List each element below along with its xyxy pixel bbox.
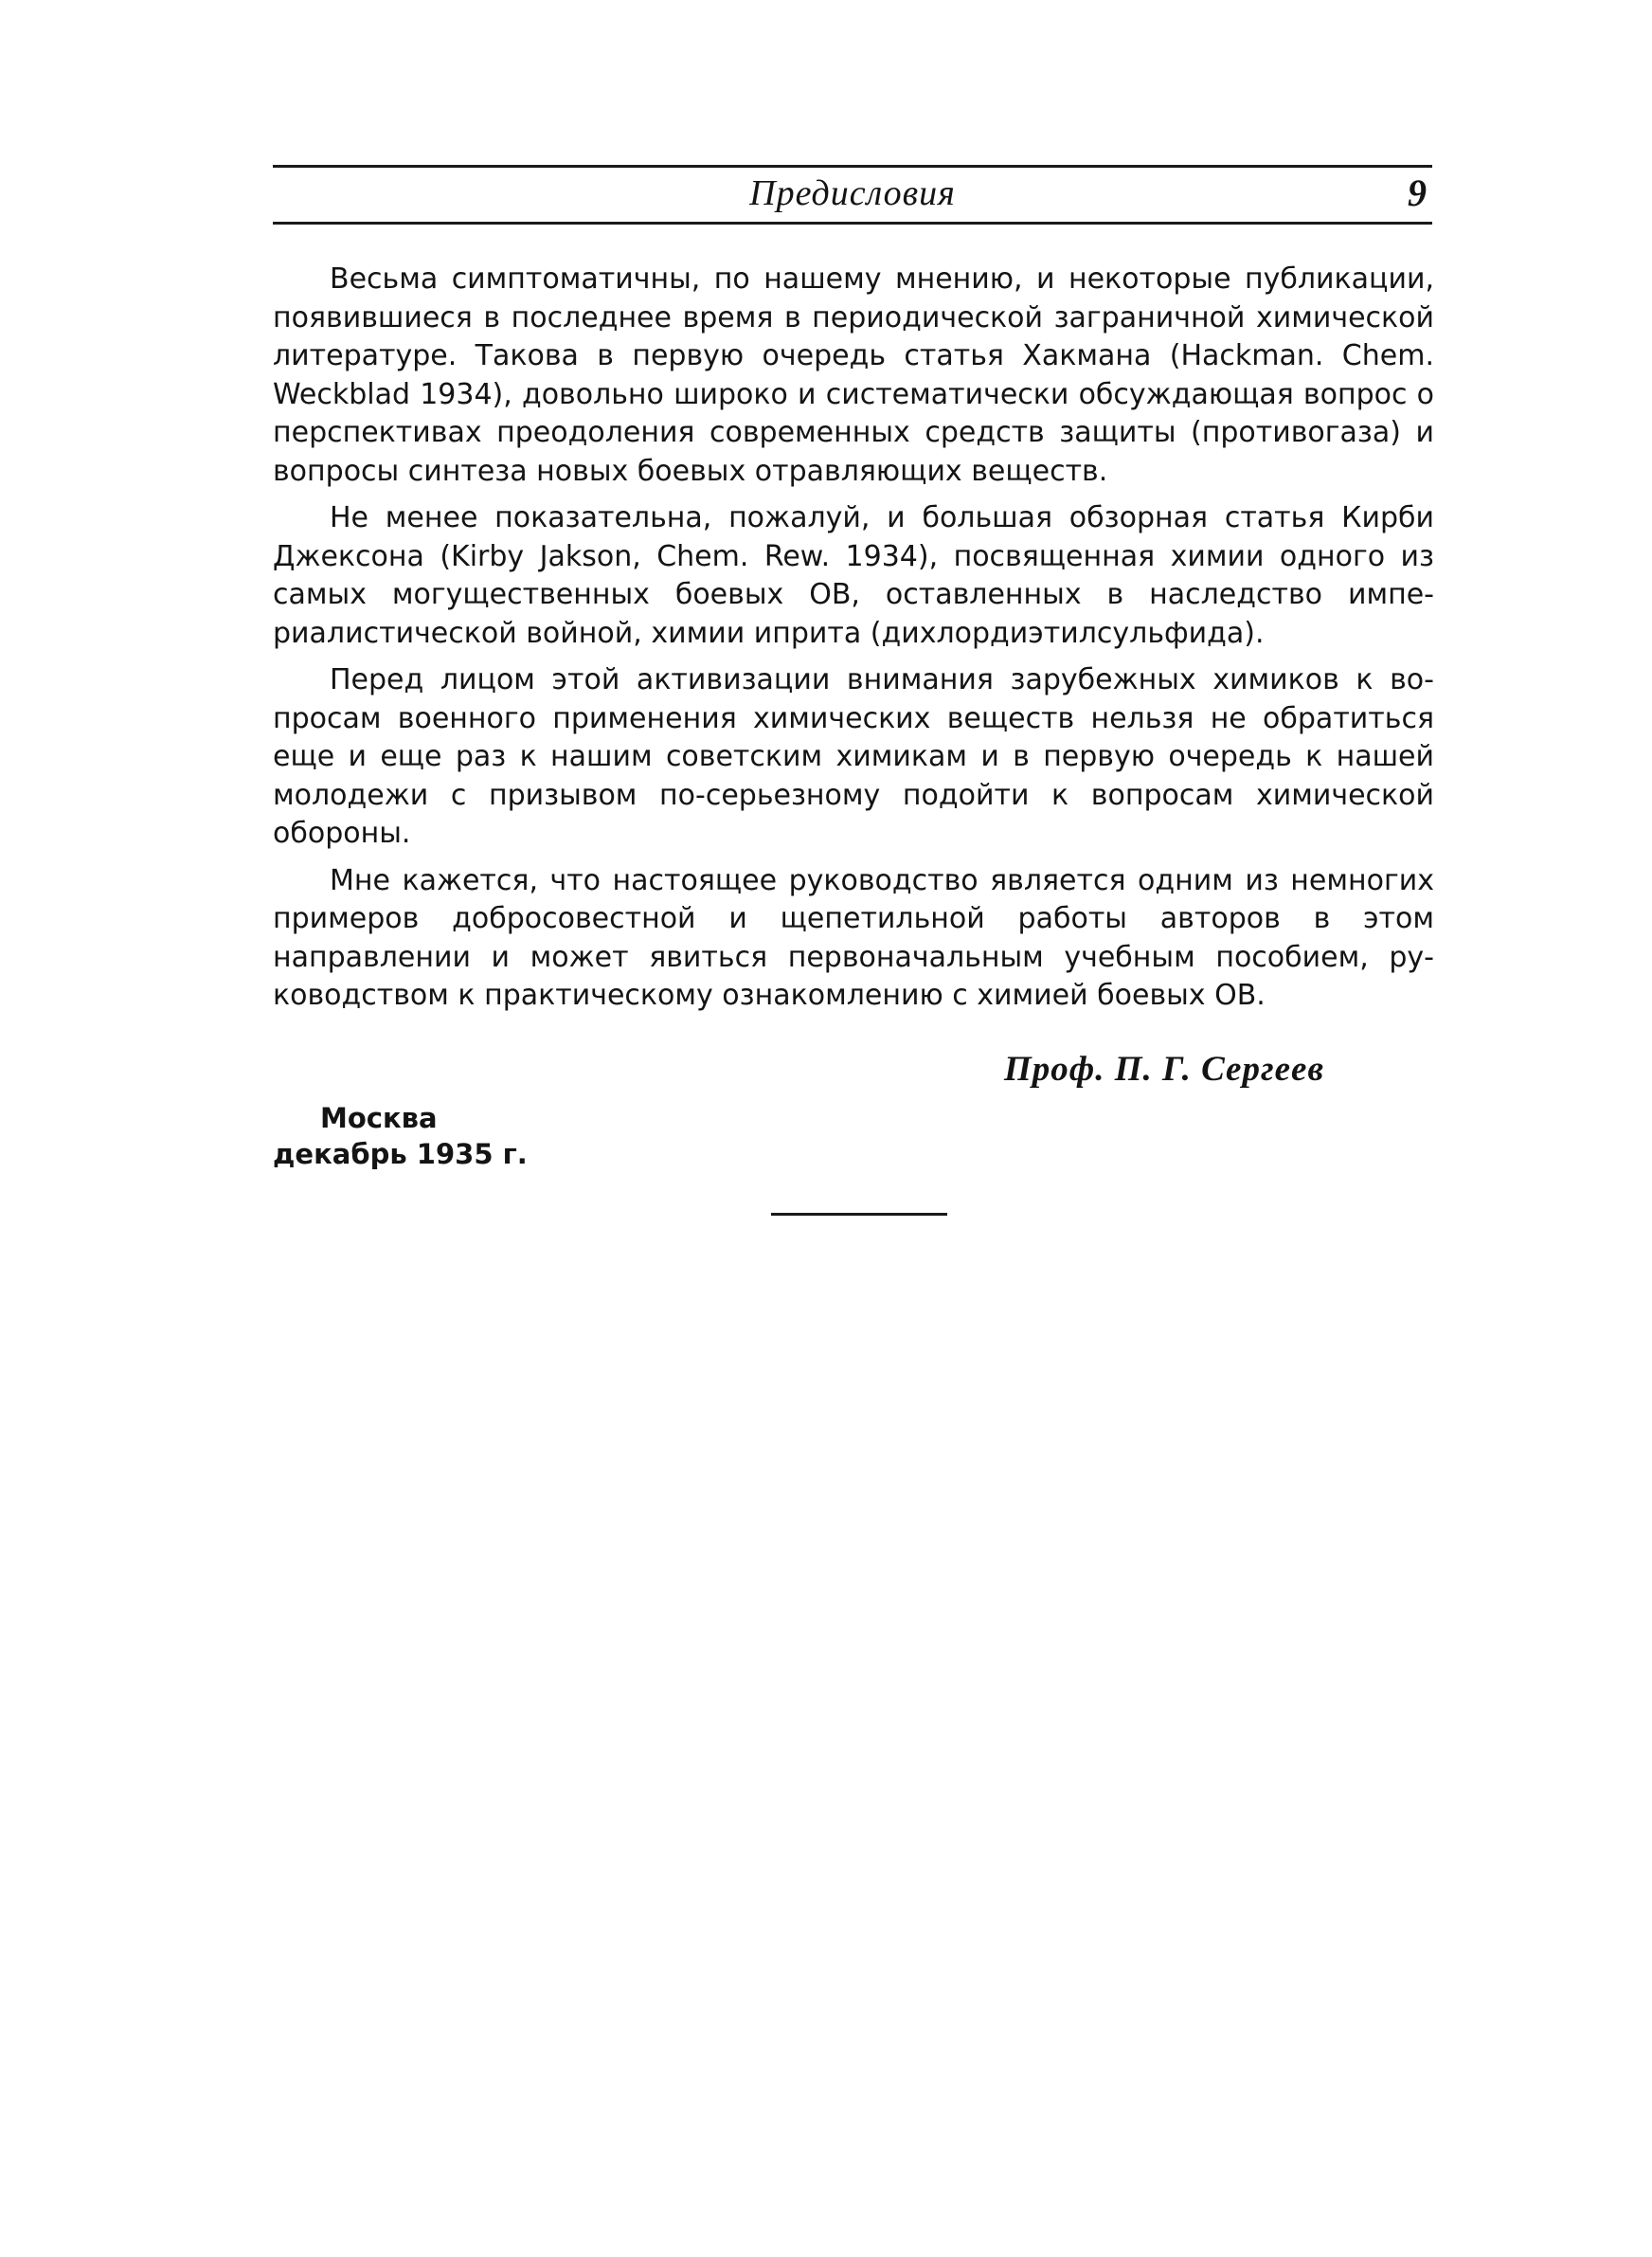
place-and-date <box>273 1100 528 1172</box>
paragraph-1: Весьма симптоматичны, по нашему мнению, и некоторые публикации, появившиеся в последнее время в периодической заграничной химической литературе. Такова в первую очередь статья Хакмана (Hackman. Chem. Weckblad 1934), довольно широко и систематически обсуждающая вопрос о перспективах преодоления современных средств защиты (противогаза) и вопросы синтеза новых боевых отравляющих веществ. <box>273 262 1434 488</box>
author-signature: Проф. П. Г. Сергеев <box>1004 1050 1324 1089</box>
paragraph-3: Перед лицом этой активизации внимания зарубежных химиков к вопросам военного применения химических веществ нельзя не обратиться еще и еще раз к нашим советским химикам и в первую очередь к нашей молодежи с призывом по-серьезному подойти к вопросам химической обороны. <box>273 663 1434 850</box>
page-number: 9 <box>1408 172 1427 214</box>
header-bottom-rule <box>273 222 1432 225</box>
place-date-text: декабрь 1935 г. <box>273 1138 528 1170</box>
header-top-rule <box>273 165 1432 168</box>
preface-body <box>273 261 1434 1016</box>
paragraph-2: Не менее показательна, пожалуй, и большая обзорная статья Кирби Джексона (Kirby Jakson, Chem. Rew. 1934), посвященная химии одного из самых могущественных боевых ОВ, оставленных в наследство империалистической войной, химии иприта (дихлордиэтилсульфида). <box>273 501 1434 650</box>
place-city: Москва <box>320 1102 438 1134</box>
paragraph-4: Мне кажется, что настоящее руководство является одним из немногих примеров добросовестной и щепетильной работы авторов в этом направлении и может явиться первоначальным учебным пособием, руководством к практическому ознакомлению с химией боевых ОВ. <box>273 863 1434 1012</box>
running-header <box>273 169 1432 220</box>
running-title: Предисловия <box>749 173 956 213</box>
end-divider <box>771 1213 947 1216</box>
